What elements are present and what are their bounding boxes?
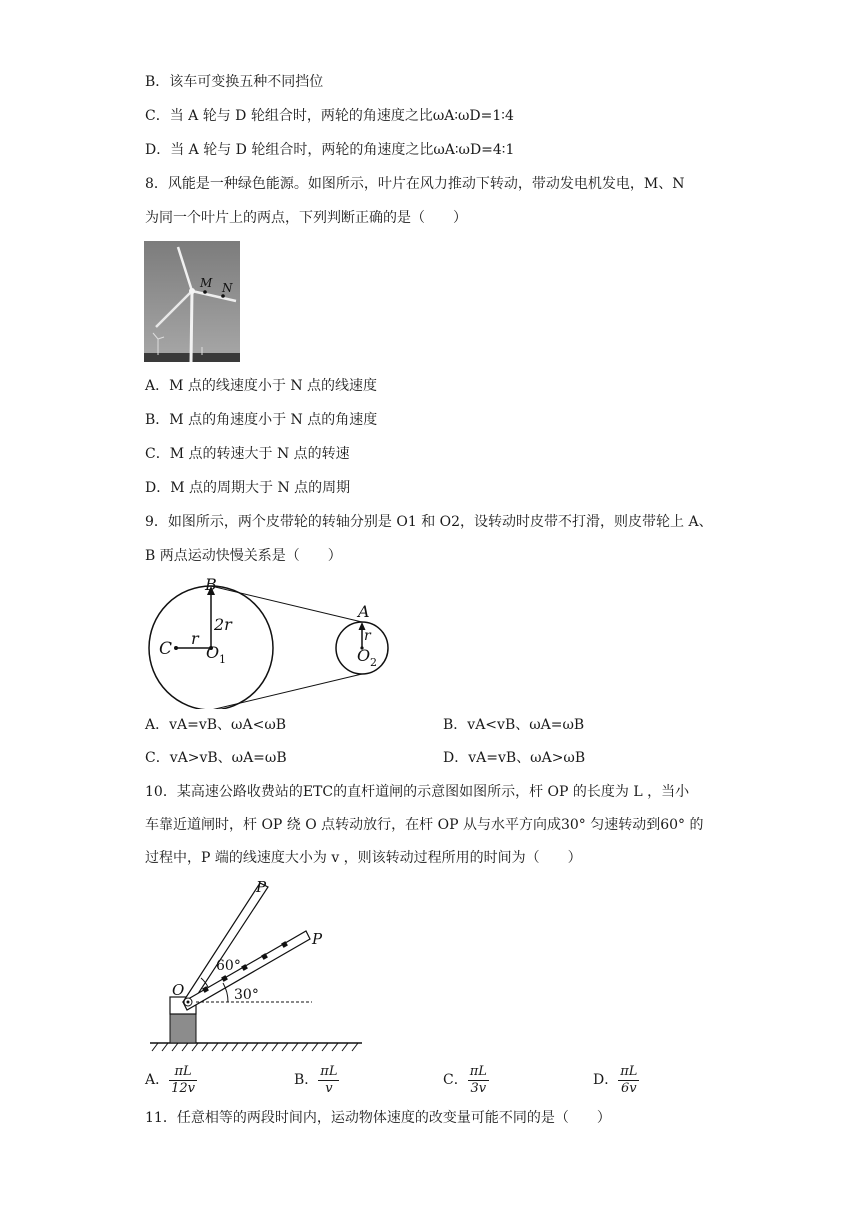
q7-option-d: D．当 A 轮与 D 轮组合时，两轮的角速度之比ωA∶ωD=4∶1 — [145, 142, 515, 158]
q8-option-c: C．M 点的转速大于 N 点的转速 — [145, 446, 350, 462]
label-p-mid: P — [312, 930, 323, 948]
q8-option-a: A．M 点的线速度小于 N 点的线速度 — [145, 378, 378, 394]
q9-stem-line2: B 两点运动快慢关系是（ ） — [145, 548, 342, 564]
label-p-top: P — [256, 878, 267, 896]
label-o2: O — [357, 646, 371, 665]
q10-option-a — [145, 1060, 197, 1100]
q10-option-b — [294, 1060, 339, 1100]
label-r-small: r — [364, 628, 371, 644]
q10-option-d — [593, 1060, 639, 1100]
belt-pulley-diagram — [144, 574, 414, 709]
label-b: B — [205, 575, 217, 594]
q9-stem-line1: 9．如图所示，两个皮带轮的转轴分别是 O1 和 O2，设转动时皮带不打滑，则皮带轮上 A、 — [145, 514, 713, 530]
option-b-numerator: πL — [320, 1063, 338, 1079]
option-c-label: C． — [443, 1072, 468, 1088]
label-o1: O — [206, 643, 220, 662]
option-b-label: B． — [294, 1072, 319, 1088]
option-d-numerator: πL — [620, 1063, 638, 1079]
etc-barrier-diagram — [146, 875, 370, 1055]
label-m: M — [200, 276, 213, 290]
q8-option-d: D．M 点的周期大于 N 点的周期 — [145, 480, 351, 496]
q10-stem-line1: 10．某高速公路收费站的ETC的直杆道闸的示意图如图所示，杆 OP 的长度为 L ，当小 — [145, 784, 690, 800]
q9-option-c: C．vA>vB、ωA=ωB — [145, 750, 287, 766]
label-c: C — [159, 639, 173, 659]
option-a-label: A． — [145, 1072, 170, 1088]
q9-option-b: B．vA<vB、ωA=ωB — [443, 717, 585, 733]
q9-option-d: D．vA=vB、ωA>ωB — [443, 750, 586, 766]
option-c-numerator: πL — [469, 1063, 487, 1079]
q10-stem-line2: 车靠近道闸时，杆 OP 绕 O 点转动放行，在杆 OP 从与水平方向成30° 匀速转动到60° 的 — [145, 817, 704, 833]
q9-option-a: A．vA=vB、ωA<ωB — [145, 717, 287, 733]
option-a-denominator: 12v — [171, 1080, 196, 1096]
label-n: N — [222, 281, 233, 295]
belt-top — [211, 586, 362, 622]
label-o: O — [172, 981, 185, 999]
ground-hatching — [152, 1043, 358, 1051]
q10-stem-line3: 过程中，P 端的线速度大小为 v ，则该转动过程所用的时间为（ ） — [145, 850, 582, 866]
option-c-denominator: 3v — [470, 1080, 487, 1096]
label-2r: 2r — [214, 615, 232, 634]
label-a: A — [358, 602, 370, 621]
belt-bottom — [211, 674, 362, 709]
q10-option-c — [443, 1060, 489, 1100]
label-r-big: r — [191, 629, 199, 648]
q11-stem-line1: 11．任意相等的两段时间内，运动物体速度的改变量可能不同的是（ ） — [145, 1110, 611, 1126]
label-60deg: 60° — [216, 958, 241, 974]
wind-turbine-photo — [144, 241, 240, 362]
point-m — [203, 290, 207, 294]
label-o1-sub: 1 — [219, 653, 226, 666]
q8-option-b: B．M 点的角速度小于 N 点的角速度 — [145, 412, 378, 428]
label-o2-sub: 2 — [370, 656, 377, 669]
q8-stem-line1: 8．风能是一种绿色能源。如图所示，叶片在风力推动下转动，带动发电机发电，M、N — [145, 176, 685, 192]
label-30deg: 30° — [234, 987, 259, 1003]
q7-option-c: C．当 A 轮与 D 轮组合时，两轮的角速度之比ωA∶ωD=1∶4 — [145, 108, 514, 124]
q7-option-b: B．该车可变换五种不同挡位 — [145, 74, 324, 90]
option-a-numerator: πL — [169, 1064, 197, 1081]
option-d-denominator: 6v — [621, 1080, 637, 1096]
option-d-label: D． — [593, 1072, 619, 1088]
q8-stem-line2: 为同一个叶片上的两点，下列判断正确的是（ ） — [145, 210, 467, 226]
option-b-denominator: v — [325, 1080, 333, 1096]
